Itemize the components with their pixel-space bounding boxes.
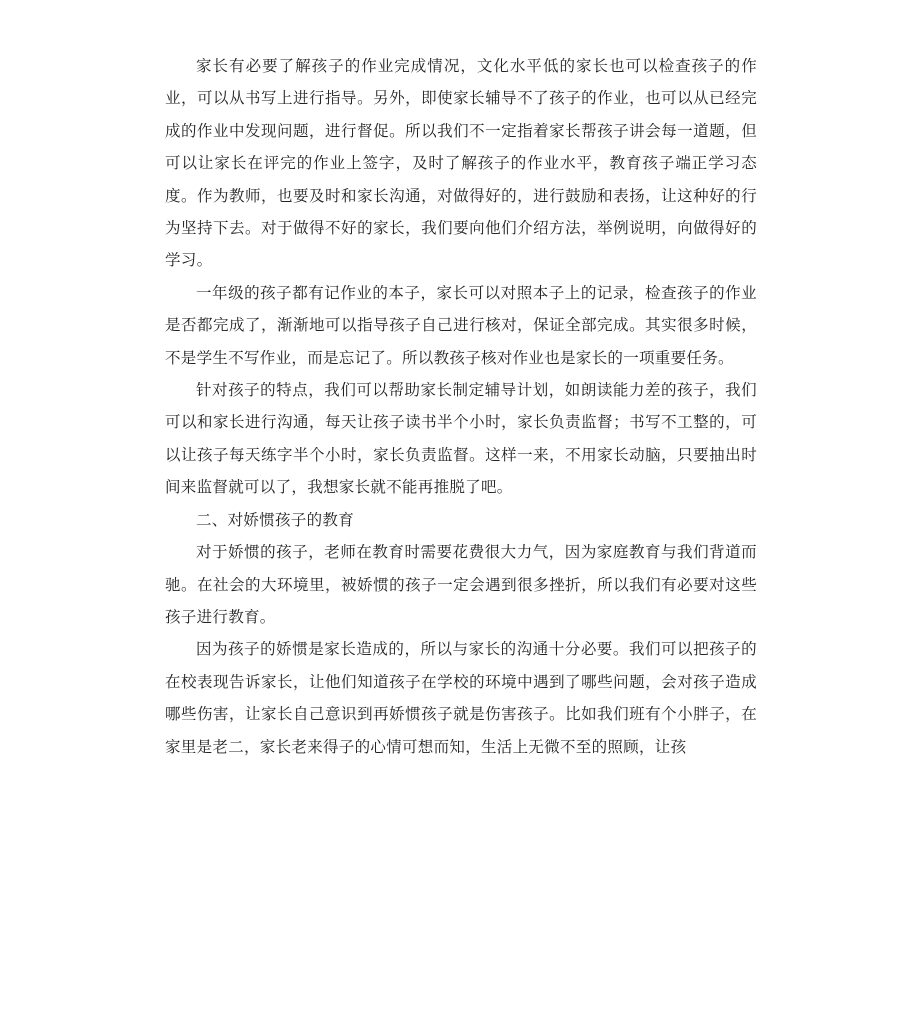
section-heading: 二、对娇惯孩子的教育	[196, 510, 355, 529]
paragraph-parent-communication: 因为孩子的娇惯是家长造成的，所以与家长的沟通十分必要。我们可以把孩子的在校表现告诉家长，让他们知道孩子在学校的环境中遇到了哪些问题，会对孩子造成哪些伤害，让家长自己意识到再娇惯孩子就是伤害孩子。比如我们班有个小胖子，在家里是老二，家长老来得子的心情可想而知，生活上无微不至的照顾，让孩	[165, 640, 757, 756]
document-page	[165, 50, 757, 763]
paragraph-spoiled-children: 对于娇惯的孩子，老师在教育时需要花费很大力气，因为家庭教育与我们背道而驰。在社会的大环境里，被娇惯的孩子一定会遇到很多挫折，所以我们有必要对这些孩子进行教育。	[165, 543, 757, 626]
paragraph-tutoring-plan: 针对孩子的特点，我们可以帮助家长制定辅导计划，如朗读能力差的孩子，我们可以和家长进行沟通，每天让孩子读书半个小时，家长负责监督；书写不工整的，可以让孩子每天练字半个小时，家长负责监督。这样一来，不用家长动脑，只要抽出时间来监督就可以了，我想家长就不能再推脱了吧。	[165, 381, 757, 497]
paragraph-homework-check: 家长有必要了解孩子的作业完成情况，文化水平低的家长也可以检查孩子的作业，可以从书写上进行指导。另外，即使家长辅导不了孩子的作业，也可以从已经完成的作业中发现问题，进行督促。所以我们不一定指着家长帮孩子讲会每一道题，但可以让家长在评完的作业上签字，及时了解孩子的作业水平，教育孩子端正学习态度。作为教师，也要及时和家长沟通，对做得好的，进行鼓励和表扬，让这种好的行为坚持下去。对于做得不好的家长，我们要向他们介绍方法，举例说明，向做得好的学习。	[165, 57, 757, 270]
paragraph-homework-notebook: 一年级的孩子都有记作业的本子，家长可以对照本子上的记录，检查孩子的作业是否都完成了，渐渐地可以指导孩子自己进行核对，保证全部完成。其实很多时候，不是学生不写作业，而是忘记了。所以教孩子核对作业也是家长的一项重要任务。	[165, 283, 757, 367]
